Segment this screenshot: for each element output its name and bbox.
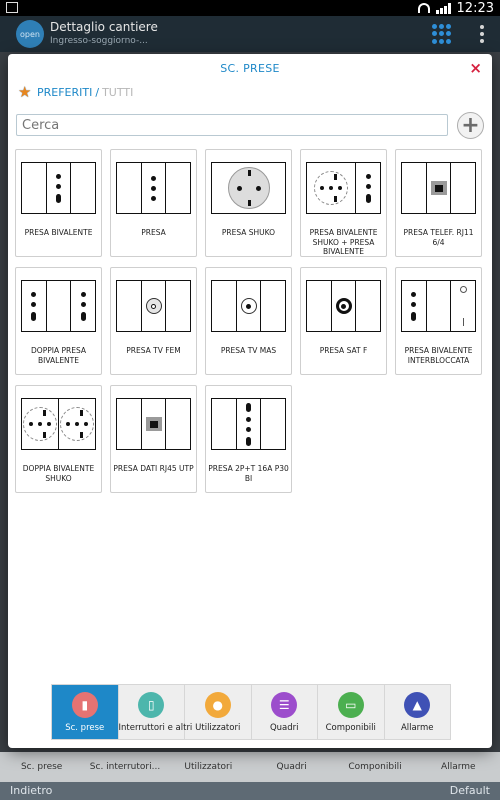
apps-grid-icon[interactable]	[432, 24, 452, 44]
tab-label: Quadri	[269, 723, 299, 733]
socket-plate-icon	[211, 398, 286, 450]
modular-plate-icon: ▭	[338, 692, 364, 718]
overflow-menu-icon[interactable]	[480, 25, 484, 43]
background-tab[interactable]: Sc. prese	[20, 762, 63, 772]
tile-label: PRESA BIVALENTE SHUKO + PRESA BIVALENTE	[309, 228, 378, 256]
dialog-title: SC. PRESE	[220, 62, 280, 75]
tile-label: PRESA TV FEM	[126, 346, 181, 355]
socket-plate-icon	[21, 398, 96, 450]
close-icon[interactable]: ×	[469, 59, 482, 77]
wifi-icon	[418, 3, 430, 13]
sat-socket-icon	[336, 298, 352, 314]
panel-icon: ☰	[271, 692, 297, 718]
tab-allarme[interactable]	[385, 685, 451, 739]
tile-doppia-presa-bivalente[interactable]	[15, 267, 102, 375]
signal-icon	[436, 3, 451, 14]
tile-presa-shuko[interactable]	[205, 149, 292, 257]
rj-port-icon	[146, 417, 162, 431]
lightbulb-icon: ●	[205, 692, 231, 718]
tile-label: PRESA BIVALENTE	[24, 228, 93, 237]
star-icon: ★	[18, 83, 32, 101]
switch-icon: ▯	[138, 692, 164, 718]
tab-quadri[interactable]	[252, 685, 319, 739]
tile-presa[interactable]	[110, 149, 197, 257]
tile-bivalente-shuko-combo[interactable]	[300, 149, 387, 257]
socket-plate-icon	[211, 280, 286, 332]
favorites-filter[interactable]: PREFERITI	[37, 85, 93, 99]
dialog-header	[8, 54, 492, 84]
tile-label: DOPPIA BIVALENTE SHUKO	[22, 464, 95, 483]
status-bar	[0, 0, 500, 16]
coax-socket-icon	[241, 298, 257, 314]
tile-label: PRESA SHUKO	[221, 228, 276, 237]
tab-label: Sc. prese	[65, 723, 105, 733]
tab-label: Allarme	[400, 723, 434, 733]
tab-interruttori[interactable]	[118, 685, 193, 739]
socket-plate-icon	[401, 280, 476, 332]
app-subtitle: Ingresso-soggiorno-...	[50, 36, 148, 46]
tile-presa-tv-mas[interactable]	[205, 267, 292, 375]
background-tab[interactable]: Allarme	[441, 762, 476, 772]
tile-presa-bivalente-interbloccata[interactable]	[395, 267, 482, 375]
tile-label: DOPPIA PRESA BIVALENTE	[31, 346, 86, 365]
tab-label: Componibili	[325, 723, 376, 733]
rj-port-icon	[431, 181, 447, 195]
add-button[interactable]: +	[457, 112, 484, 139]
tab-utilizzatori[interactable]	[185, 685, 252, 739]
filter-separator: /	[95, 85, 100, 99]
tile-label: PRESA TV MAS	[220, 346, 277, 355]
tile-presa-bivalente[interactable]	[15, 149, 102, 257]
filter-row	[18, 83, 133, 101]
socket-plate-icon	[116, 398, 191, 450]
background-tab[interactable]: Quadri	[276, 762, 307, 772]
socket-plate-icon	[211, 162, 286, 214]
app-action-bar	[0, 16, 500, 52]
tile-label: PRESA DATI RJ45 UTP	[113, 464, 194, 473]
tile-label: PRESA BIVALENTE INTERBLOCCATA	[404, 346, 473, 365]
tile-label: PRESA TELEF. RJ11 6/4	[403, 228, 474, 247]
tile-doppia-bivalente-shuko[interactable]	[15, 385, 102, 493]
profile-selector[interactable]: Default	[449, 784, 490, 797]
tab-label: Utilizzatori	[195, 723, 241, 733]
app-title: Dettaglio cantiere	[50, 20, 158, 34]
back-button[interactable]: Indietro	[10, 784, 53, 797]
tile-label: PRESA 2P+T 16A P30 BI	[208, 464, 289, 483]
coax-socket-icon	[146, 298, 162, 314]
tile-presa-telef-rj11[interactable]	[395, 149, 482, 257]
all-filter[interactable]: TUTTI	[102, 85, 134, 99]
tile-presa-sat-f[interactable]	[300, 267, 387, 375]
breaker-icon	[456, 286, 470, 326]
tile-presa-2p-t-16a[interactable]	[205, 385, 292, 493]
tab-label: Interruttori e altri	[118, 723, 193, 733]
alarm-siren-icon: ▲	[404, 692, 430, 718]
socket-grid	[15, 149, 489, 493]
category-tab-bar	[51, 684, 451, 740]
tile-label: PRESA SAT F	[319, 346, 368, 355]
socket-icon: ▮	[72, 692, 98, 718]
tile-presa-tv-fem[interactable]	[110, 267, 197, 375]
socket-plate-icon	[116, 280, 191, 332]
app-logo[interactable]: open	[16, 20, 44, 48]
gallery-notification-icon	[6, 2, 18, 13]
footer-bar	[0, 782, 500, 800]
background-tab-bar	[0, 752, 500, 782]
socket-plate-icon	[306, 162, 381, 214]
socket-picker-dialog	[8, 54, 492, 748]
background-tab[interactable]: Utilizzatori	[184, 762, 233, 772]
socket-plate-icon	[21, 280, 96, 332]
clock: 12:23	[456, 0, 494, 16]
background-tab[interactable]: Componibili	[348, 762, 402, 772]
search-input[interactable]	[16, 114, 448, 136]
tab-componibili[interactable]	[318, 685, 385, 739]
socket-plate-icon	[306, 280, 381, 332]
socket-plate-icon	[21, 162, 96, 214]
background-tab[interactable]: Sc. interrutori...	[89, 762, 161, 772]
tab-sc-prese[interactable]	[52, 685, 119, 739]
socket-plate-icon	[116, 162, 191, 214]
tile-label: PRESA	[141, 228, 166, 237]
socket-plate-icon	[401, 162, 476, 214]
tile-presa-dati-rj45[interactable]	[110, 385, 197, 493]
